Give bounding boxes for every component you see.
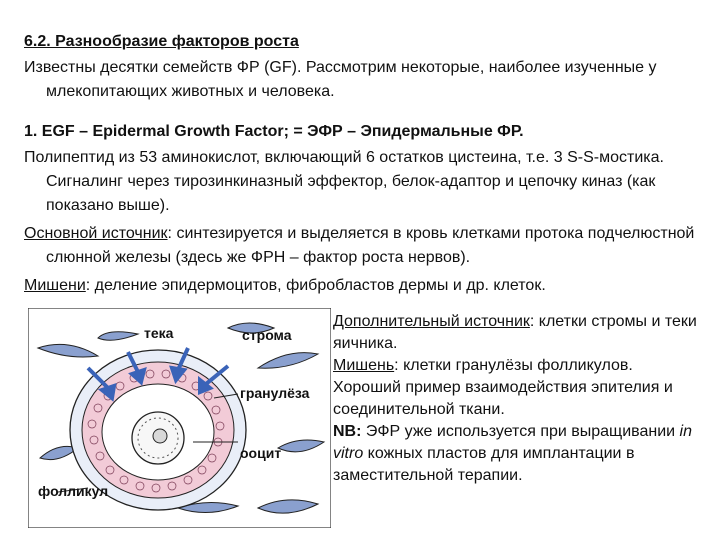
nb-label: NB: [333, 423, 362, 440]
main-source-paragraph [24, 222, 720, 270]
right-column [333, 311, 705, 487]
label-stroma: строма [242, 327, 292, 343]
label-oocyte: ооцит [240, 445, 282, 461]
main-source-label: Основной источник [24, 225, 168, 242]
example-paragraph: Хороший пример взаимодействия эпителия и соединительной ткани. [333, 379, 673, 418]
page-title: 6.2. Разнообразие факторов роста [24, 33, 299, 50]
egf-heading: 1. EGF – Epidermal Growth Factor; = ЭФР – Эпидермальные ФР. [24, 123, 524, 140]
targets-label: Мишени [24, 277, 86, 294]
nb-text-2: кожных пластов для имплантации в заместительной терапии. [333, 445, 635, 484]
extra-source-text: : клетки стромы и теки яичника. [333, 313, 697, 352]
targets-text: : деление эпидермоцитов, фибробластов дермы и др. клеток. [85, 277, 546, 294]
target-paragraph [333, 355, 705, 377]
nb-text-1: ЭФР уже используется при выращивании [361, 423, 680, 440]
oocyte-nucleus [153, 429, 167, 443]
egf-description: Полипептид из 53 аминокислот, включающий 6 остатков цистеина, т.е. 3 S-S-мостика. Сигналинг через тирозинкиназный эффектор, белок-адаптор и цепочку киназ (как показано выше). [24, 149, 664, 214]
main-source-text: : синтезируется и выделяется в кровь клетками протока подчелюстной слюнной железы (здесь же ФРН – фактор роста нервов). [46, 225, 695, 266]
nb-paragraph [333, 421, 705, 487]
extra-source-paragraph [333, 311, 705, 355]
nb-italic: in vitro [333, 423, 692, 462]
target-text: : клетки гранулёзы фолликулов. [394, 357, 633, 374]
targets-paragraph [24, 274, 720, 298]
label-follicle: фолликул [38, 483, 109, 499]
label-granulosa: гранулёза [240, 385, 310, 401]
extra-source-label: Дополнительный источник [333, 313, 530, 330]
intro-paragraph: Известны десятки семейств ФР (GF). Рассмотрим некоторые, наиболее изученные у млекопитающих животных и человека. [24, 59, 657, 100]
target-label: Мишень [333, 357, 395, 374]
follicle-figure [28, 308, 331, 528]
label-theca: тека [144, 325, 174, 341]
